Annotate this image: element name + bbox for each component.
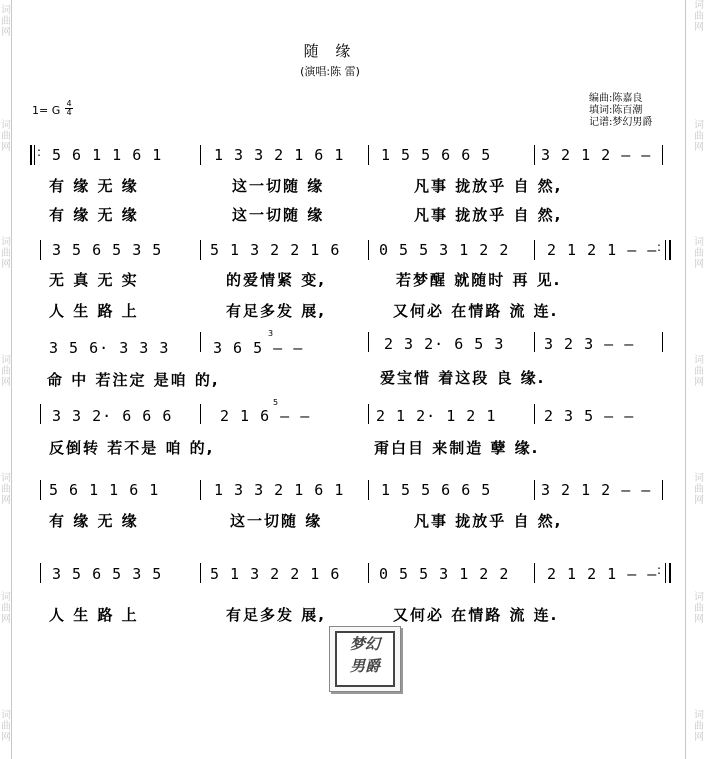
barline — [40, 404, 41, 424]
barline — [662, 332, 663, 352]
watermark-left-1: 词曲网 — [1, 5, 11, 38]
barline — [40, 480, 41, 500]
watermark-left-5: 词曲网 — [1, 473, 11, 506]
line1-lyric2-m2: 这一切随 缘 — [232, 206, 325, 224]
time-signature — [65, 100, 73, 117]
line4-measure1-notes: 3 3 2· 6 6 6 — [52, 407, 173, 425]
line6-measure3-notes: 0 5 5 3 1 2 2 — [379, 565, 510, 583]
key-signature: 1= G — [32, 104, 61, 117]
line5-lyric-m1: 有 缘 无 缘 — [49, 512, 139, 530]
watermark-left-3: 词曲网 — [1, 237, 11, 270]
line6-lyric-m3: 又何必 在情路 流 连. — [393, 606, 559, 624]
author-seal — [329, 626, 401, 692]
watermark-right-5: 词曲网 — [694, 473, 704, 506]
barline — [534, 145, 535, 165]
watermark-right-1: 词曲网 — [694, 0, 704, 33]
line2-measure3-notes: 0 5 5 3 1 2 2 — [379, 241, 510, 259]
line3-measure2-notes: 3 6 5 – – — [213, 339, 304, 357]
barline — [368, 240, 369, 260]
line5-measure3-notes: 1 5 5 6 6 5 — [381, 481, 492, 499]
watermark-left-4: 词曲网 — [1, 355, 11, 388]
barline — [40, 563, 41, 583]
barline — [40, 240, 41, 260]
barline — [534, 240, 535, 260]
barline — [534, 332, 535, 352]
line5-lyric-m2: 这一切随 缘 — [230, 512, 323, 530]
line4-lyric-b: 甭白目 来制造 孽 缘. — [374, 439, 540, 457]
watermark-right-3: 词曲网 — [694, 237, 704, 270]
watermark-right-6: 词曲网 — [694, 592, 704, 625]
time-signature-bottom: 4 — [66, 108, 72, 117]
line4-measure4-notes: 2 3 5 – – — [544, 407, 635, 425]
grace-note-1: 3 — [268, 329, 274, 338]
line5-measure4-notes: 3 2 1 2 – – — [541, 481, 652, 499]
time-signature-top: 4 — [66, 99, 72, 108]
line1-lyric2-m3: 凡事 拢放乎 自 然, — [414, 206, 563, 224]
line1-lyric2-m1: 有 缘 无 缘 — [49, 206, 139, 224]
line1-measure3-notes: 1 5 5 6 6 5 — [381, 146, 492, 164]
line1-lyric1-m2: 这一切随 缘 — [232, 177, 325, 195]
author-seal-text: 梦幻 男爵 — [335, 631, 395, 687]
barline — [200, 404, 201, 424]
repeat-start-thin-bar — [34, 145, 35, 165]
line4-measure3-notes: 2 1 2· 1 2 1 — [376, 407, 497, 425]
watermark-right-7: 词曲网 — [694, 710, 704, 743]
grace-note-2: 5 — [273, 398, 279, 407]
line6-measure2-notes: 5 1 3 2 2 1 6 — [210, 565, 341, 583]
barline — [662, 145, 663, 165]
line1-lyric1-m1: 有 缘 无 缘 — [49, 177, 139, 195]
line1-measure4-notes: 3 2 1 2 – – — [541, 146, 652, 164]
line6-lyric-m1: 人 生 路 上 — [49, 606, 139, 624]
barline — [368, 145, 369, 165]
line2-lyric2-m3: 又何必 在情路 流 连. — [393, 302, 559, 320]
line2-lyric1-m3: 若梦醒 就随时 再 见. — [396, 271, 562, 289]
barline — [534, 480, 535, 500]
repeat-start-thick-bar — [30, 145, 32, 165]
repeat-start-dots: : — [37, 145, 42, 159]
line5-measure1-notes: 5 6 1 1 6 1 — [49, 481, 160, 499]
repeat-end-thick-bar — [669, 563, 671, 583]
line5-measure2-notes: 1 3 3 2 1 6 1 — [214, 481, 345, 499]
barline — [200, 145, 201, 165]
repeat-end-thick-bar — [669, 240, 671, 260]
line2-measure2-notes: 5 1 3 2 2 1 6 — [210, 241, 341, 259]
repeat-end-thin-bar — [665, 240, 666, 260]
song-title: 随 缘 — [303, 42, 357, 60]
repeat-end-dots: : — [657, 240, 662, 254]
barline — [368, 563, 369, 583]
line1-lyric1-m3: 凡事 拢放乎 自 然, — [414, 177, 563, 195]
watermark-right-2: 词曲网 — [694, 120, 704, 153]
watermark-right-4: 词曲网 — [694, 355, 704, 388]
line2-measure1-notes: 3 5 6 5 3 5 — [52, 241, 163, 259]
singer-line: (演唱:陈 雷) — [300, 65, 360, 78]
line1-measure1-notes: 5 6 1 1 6 1 — [52, 146, 163, 164]
barline — [368, 332, 369, 352]
line2-lyric2-m1: 人 生 路 上 — [49, 302, 139, 320]
line3-measure1-notes: 3 5 6· 3 3 3 — [49, 339, 170, 357]
line4-lyric-a: 反倒转 若不是 咱 的, — [49, 439, 215, 457]
line2-lyric1-m2: 的爱情紧 变, — [226, 271, 326, 289]
right-border-line — [685, 0, 686, 759]
line5-lyric-m3: 凡事 拢放乎 自 然, — [414, 512, 563, 530]
barline — [368, 480, 369, 500]
line3-measure4-notes: 3 2 3 – – — [544, 335, 635, 353]
barline — [368, 404, 369, 424]
line2-lyric1-m1: 无 真 无 实 — [49, 271, 139, 289]
line3-lyric-a: 命 中 若注定 是咱 的, — [47, 371, 220, 389]
line4-measure2-notes: 2 1 6 – – — [220, 407, 311, 425]
barline — [534, 563, 535, 583]
line6-lyric-m2: 有足多发 展, — [226, 606, 326, 624]
barline — [200, 563, 201, 583]
barline — [200, 332, 201, 352]
barline — [200, 480, 201, 500]
line6-measure4-notes: 2 1 2 1 – – — [547, 565, 658, 583]
line6-measure1-notes: 3 5 6 5 3 5 — [52, 565, 163, 583]
line3-measure3-notes: 2 3 2· 6 5 3 — [384, 335, 505, 353]
repeat-end-thin-bar — [665, 563, 666, 583]
watermark-left-7: 词曲网 — [1, 710, 11, 743]
barline — [200, 240, 201, 260]
watermark-left-6: 词曲网 — [1, 592, 11, 625]
line2-lyric2-m2: 有足多发 展, — [226, 302, 326, 320]
barline — [534, 404, 535, 424]
line1-measure2-notes: 1 3 3 2 1 6 1 — [214, 146, 345, 164]
watermark-left-2: 词曲网 — [1, 120, 11, 153]
repeat-end-dots: : — [657, 563, 662, 577]
barline — [662, 480, 663, 500]
line2-measure4-notes: 2 1 2 1 – – — [547, 241, 658, 259]
line3-lyric-b: 爱宝惜 着这段 良 缘. — [380, 369, 546, 387]
credits-block: 编曲:陈嘉良 填词:陈百潮 记谱:梦幻男爵 — [589, 93, 653, 128]
